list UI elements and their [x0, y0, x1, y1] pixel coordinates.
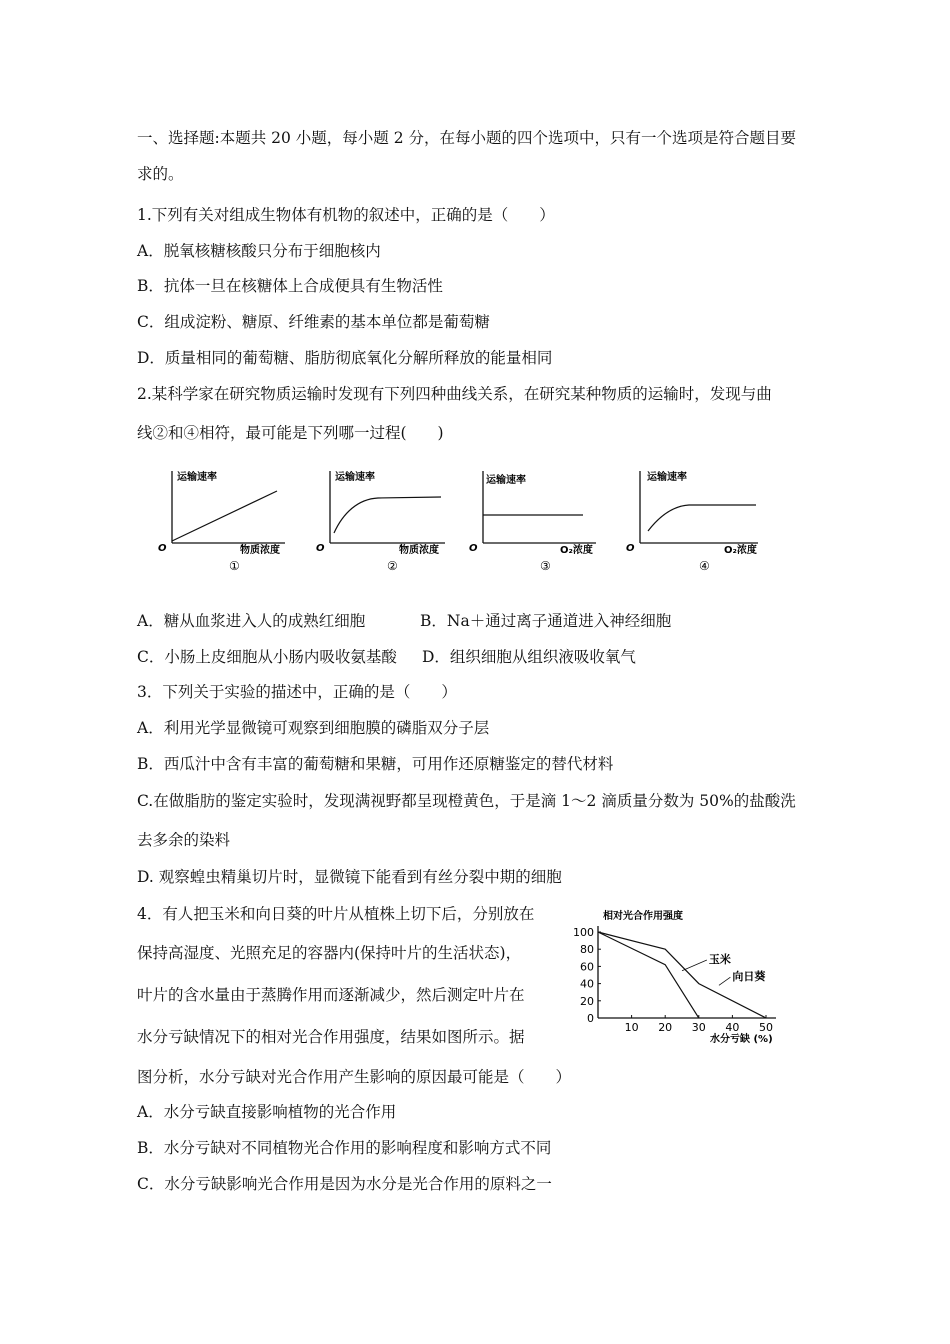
q2-option-d: D．组织细胞从组织液吸收氧气	[422, 648, 636, 666]
q4-option-a: A．水分亏缺直接影响植物的光合作用	[137, 1103, 397, 1121]
q4-series-leader	[719, 977, 730, 985]
q4-y-tick-label: 20	[580, 994, 594, 1008]
graph-ylabel: 运输速率	[486, 475, 526, 486]
q2-option-a: A．糖从血浆进入人的成熟红细胞	[137, 612, 366, 630]
q4-x-tick-label: 50	[759, 1021, 773, 1034]
graph-ylabel: 运输速率	[647, 472, 687, 483]
q4-option-c: C．水分亏缺影响光合作用是因为水分是光合作用的原料之一	[137, 1175, 552, 1193]
curve-linear	[172, 491, 277, 541]
q4-option-b: B．水分亏缺对不同植物光合作用的影响程度和影响方式不同	[137, 1139, 552, 1157]
q2-graph-2	[313, 463, 448, 575]
graph-caption: ②	[387, 559, 398, 573]
q4-y-tick-label: 0	[587, 1012, 594, 1025]
q1-option-b: B．抗体一旦在核糖体上合成便具有生物活性	[137, 277, 443, 295]
q3-option-c-line2: 去多余的染料	[137, 831, 231, 849]
q2-graph-1-svg	[155, 463, 290, 575]
q4-y-tick-label: 100	[573, 926, 594, 939]
q4-series-label: 向日葵	[732, 970, 766, 984]
graph-caption: ④	[699, 559, 710, 573]
q3-option-b: B．西瓜汁中含有丰富的葡萄糖和果糖，可用作还原糖鉴定的替代材料	[137, 755, 614, 773]
q2-stem-line1: 2.某科学家在研究物质运输时发现有下列四种曲线关系，在研究某种物质的运输时，发现与曲	[137, 385, 772, 403]
graph-xlabel: O₂浓度	[724, 545, 757, 556]
graph-xlabel: 物质浓度	[399, 545, 439, 556]
curve-saturating	[334, 497, 441, 533]
section-header-line1: 一、选择题:本题共 20 小题，每小题 2 分，在每小题的四个选项中，只有一个选项是符合题目要	[137, 129, 797, 147]
graph-origin: O	[316, 543, 325, 554]
graph-origin: O	[158, 543, 167, 554]
q2-graph-3	[466, 463, 601, 575]
q4-stem-line3: 叶片的含水量由于蒸腾作用而逐渐减少，然后测定叶片在	[137, 986, 525, 1004]
graph-origin: O	[469, 543, 478, 554]
q4-xlabel: 水分亏缺 (%)	[710, 1034, 773, 1045]
q3-option-d: D. 观察蝗虫精巢切片时，显微镜下能看到有丝分裂中期的细胞	[137, 868, 562, 886]
graph-caption: ③	[540, 559, 551, 573]
q4-series-label: 玉米	[708, 952, 731, 966]
q4-y-tick-label: 40	[580, 977, 594, 991]
graph-ylabel: 运输速率	[177, 472, 217, 483]
curve-saturating	[648, 505, 756, 531]
q4-x-tick-label: 20	[658, 1021, 673, 1034]
q2-option-c: C．小肠上皮细胞从小肠内吸收氨基酸	[137, 648, 397, 666]
q4-stem-line1: 4．有人把玉米和向日葵的叶片从植株上切下后，分别放在	[137, 905, 535, 923]
q4-stem-line4: 水分亏缺情况下的相对光合作用强度，结果如图所示。据	[137, 1028, 525, 1046]
q1-option-c: C．组成淀粉、糖原、纤维素的基本单位都是葡萄糖	[137, 313, 490, 331]
graph-xlabel: O₂浓度	[560, 545, 593, 556]
q2-graph-2-svg	[313, 463, 448, 575]
q2-graph-4	[623, 463, 763, 575]
q4-x-tick-label: 40	[725, 1021, 740, 1034]
graph-xlabel: 物质浓度	[240, 545, 280, 556]
q1-stem: 1.下列有关对组成生物体有机物的叙述中，正确的是（ ）	[137, 206, 555, 224]
q4-chart	[570, 905, 800, 1050]
q4-ylabel: 相对光合作用强度	[603, 911, 683, 922]
graph-ylabel: 运输速率	[335, 472, 375, 483]
q4-stem-line5: 图分析，水分亏缺对光合作用产生影响的原因最可能是（ ）	[137, 1068, 572, 1086]
q1-option-a: A．脱氧核糖核酸只分布于细胞核内	[137, 242, 381, 260]
graph-caption: ①	[229, 559, 240, 573]
q4-y-tick-label: 80	[580, 943, 594, 957]
q2-graph-4-svg	[623, 463, 763, 575]
q3-option-a: A．利用光学显微镜可观察到细胞膜的磷脂双分子层	[137, 719, 490, 737]
q3-stem: 3．下列关于实验的描述中，正确的是（ ）	[137, 683, 457, 701]
q1-option-d: D．质量相同的葡萄糖、脂肪彻底氧化分解所释放的能量相同	[137, 349, 553, 367]
q4-x-tick-label: 30	[691, 1021, 706, 1034]
q2-option-b: B．Na＋通过离子通道进入神经细胞	[420, 612, 672, 630]
section-header-line2: 求的。	[137, 165, 184, 183]
q3-option-c-line1: C.在做脂肪的鉴定实验时，发现满视野都呈现橙黄色，于是滴 1～2 滴质量分数为 50%的盐酸洗	[137, 792, 796, 810]
q4-chart-svg	[570, 905, 800, 1050]
q2-stem-line2: 线②和④相符，最可能是下列哪一过程( )	[137, 424, 444, 442]
q2-graph-3-svg	[466, 463, 601, 575]
q4-stem-line2: 保持高湿度、光照充足的容器内(保持叶片的生活状态)，	[137, 944, 522, 962]
q4-y-tick-label: 60	[580, 960, 594, 974]
q4-series-leader	[682, 960, 707, 971]
q2-graph-1	[155, 463, 290, 575]
graph-origin: O	[626, 543, 635, 554]
q4-x-tick-label: 10	[624, 1021, 639, 1034]
